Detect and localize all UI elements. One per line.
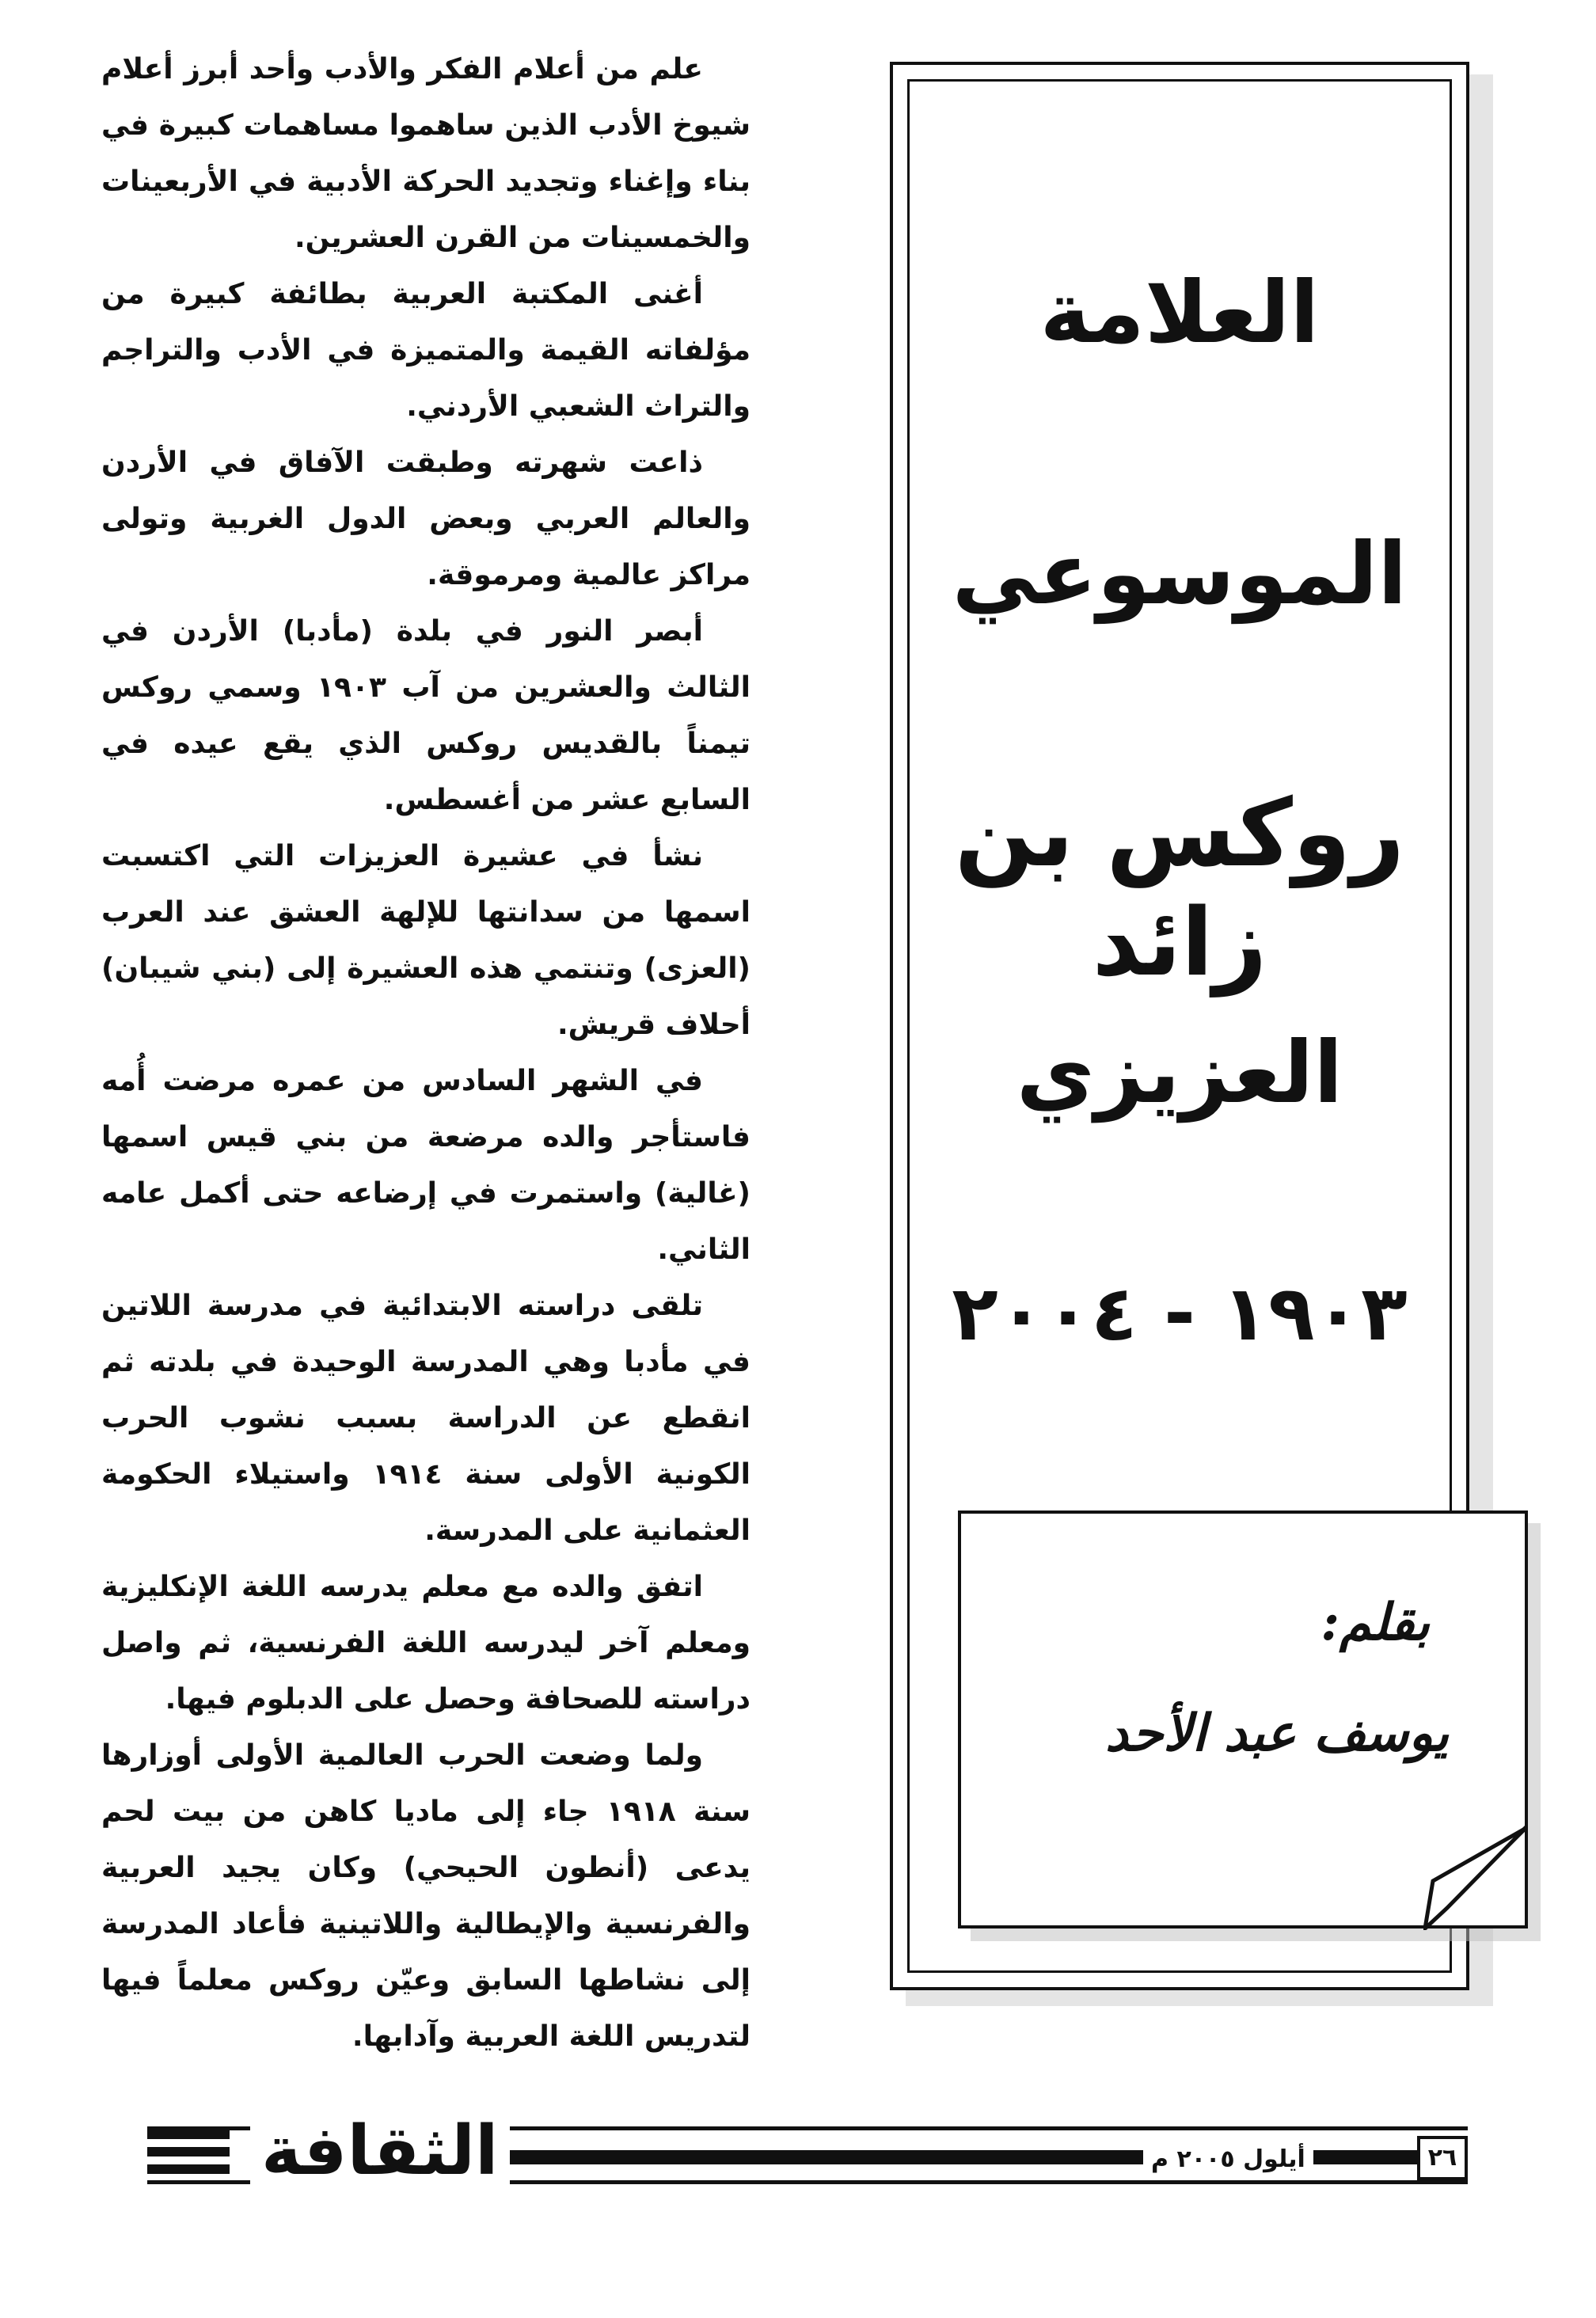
article-paragraph: أبصر النور في بلدة (مأدبا) الأردن في الثالث والعشرين من آب ١٩٠٣ وسمي روكس تيمناً بالقديس روكس الذي يقع عيده في السابع عشر من أغسطس. bbox=[101, 615, 750, 816]
article-body bbox=[101, 41, 750, 2065]
article-paragraph: أغنى المكتبة العربية بطائفة كبيرة من مؤلفاته القيمة والمتميزة في الأدب والتراجم والتراث الشعبي الأردني. bbox=[101, 278, 750, 423]
article-paragraph: ولما وضعت الحرب العالمية الأولى أوزارها سنة ١٩١٨ جاء إلى ماديا كاهن من بيت لحم يدعى (أنطون الحيحي) وكان يجيد العربية والفرنسية والإيطالية واللاتينية فأعاد المدرسة إلى نشاطها السابق وعيّن روكس معلماً فيها لتدريس اللغة العربية وآدابها. bbox=[101, 1739, 750, 2053]
footer-bar bbox=[459, 2150, 1468, 2164]
folded-corner-icon bbox=[1423, 1826, 1528, 1930]
page-number: ٢٦ bbox=[1417, 2136, 1468, 2180]
article-paragraph: في الشهر السادس من عمره مرضت أُمه فاستأجر والده مرضعة من بني قيس اسمها (غالية) واستمرت في إرضاعه حتى أكمل عامه الثاني. bbox=[101, 1065, 750, 1266]
article-paragraph: ذاعت شهرته وطبقت الآفاق في الأردن والعالم العربي وبعض الدول الغربية وتولى مراكز عالمية ومرموقة. bbox=[101, 446, 750, 591]
title-line-4: العزيزي bbox=[1016, 1024, 1343, 1123]
title-line-3: روكس بن زائد bbox=[954, 778, 1405, 997]
footer-stripes bbox=[147, 2130, 230, 2182]
title-line-1: العلامة bbox=[1039, 264, 1320, 363]
author-name: يوسف عبد الأحد bbox=[1105, 1704, 1449, 1763]
article-paragraph: علم من أعلام الفكر والأدب وأحد أبرز أعلام شيوخ الأدب الذين ساهموا مساهمات كبيرة في بناء وإغناء وتجديد الحركة الأدبية في الأربعينات والخمسينات من القرن العشرين. bbox=[101, 53, 750, 254]
title-years: ١٩٠٣ - ٢٠٠٤ bbox=[952, 1269, 1408, 1358]
article-paragraph: اتفق والده مع معلم يدرسه اللغة الإنكليزية ومعلم آخر ليدرسه اللغة الفرنسية، ثم واصل دراسته للصحافة وحصل على الدبلوم فيها. bbox=[101, 1571, 750, 1716]
issue-date: أيلول ٢٠٠٥ م bbox=[1143, 2145, 1313, 2173]
article-paragraph: نشأ في عشيرة العزيزات التي اكتسبت اسمها من سدانتها للإلهة العشق عند العرب (العزى) وتنتمي هذه العشيرة إلى (بني شيبان) أحلاف قريش. bbox=[101, 840, 750, 1041]
article-paragraph: تلقى دراسته الابتدائية في مدرسة اللاتين في مأدبا وهي المدرسة الوحيدة في بلدته ثم انقطع عن الدراسة بسبب نشوب الحرب الكونية الأولى سنة ١٩١٤ واستيلاء الحكومة العثمانية على المدرسة. bbox=[101, 1290, 750, 1547]
author-label: بقلم: bbox=[1320, 1593, 1430, 1652]
title-line-2: الموسوعي bbox=[952, 525, 1408, 624]
magazine-name: الثقافة bbox=[250, 2107, 510, 2194]
